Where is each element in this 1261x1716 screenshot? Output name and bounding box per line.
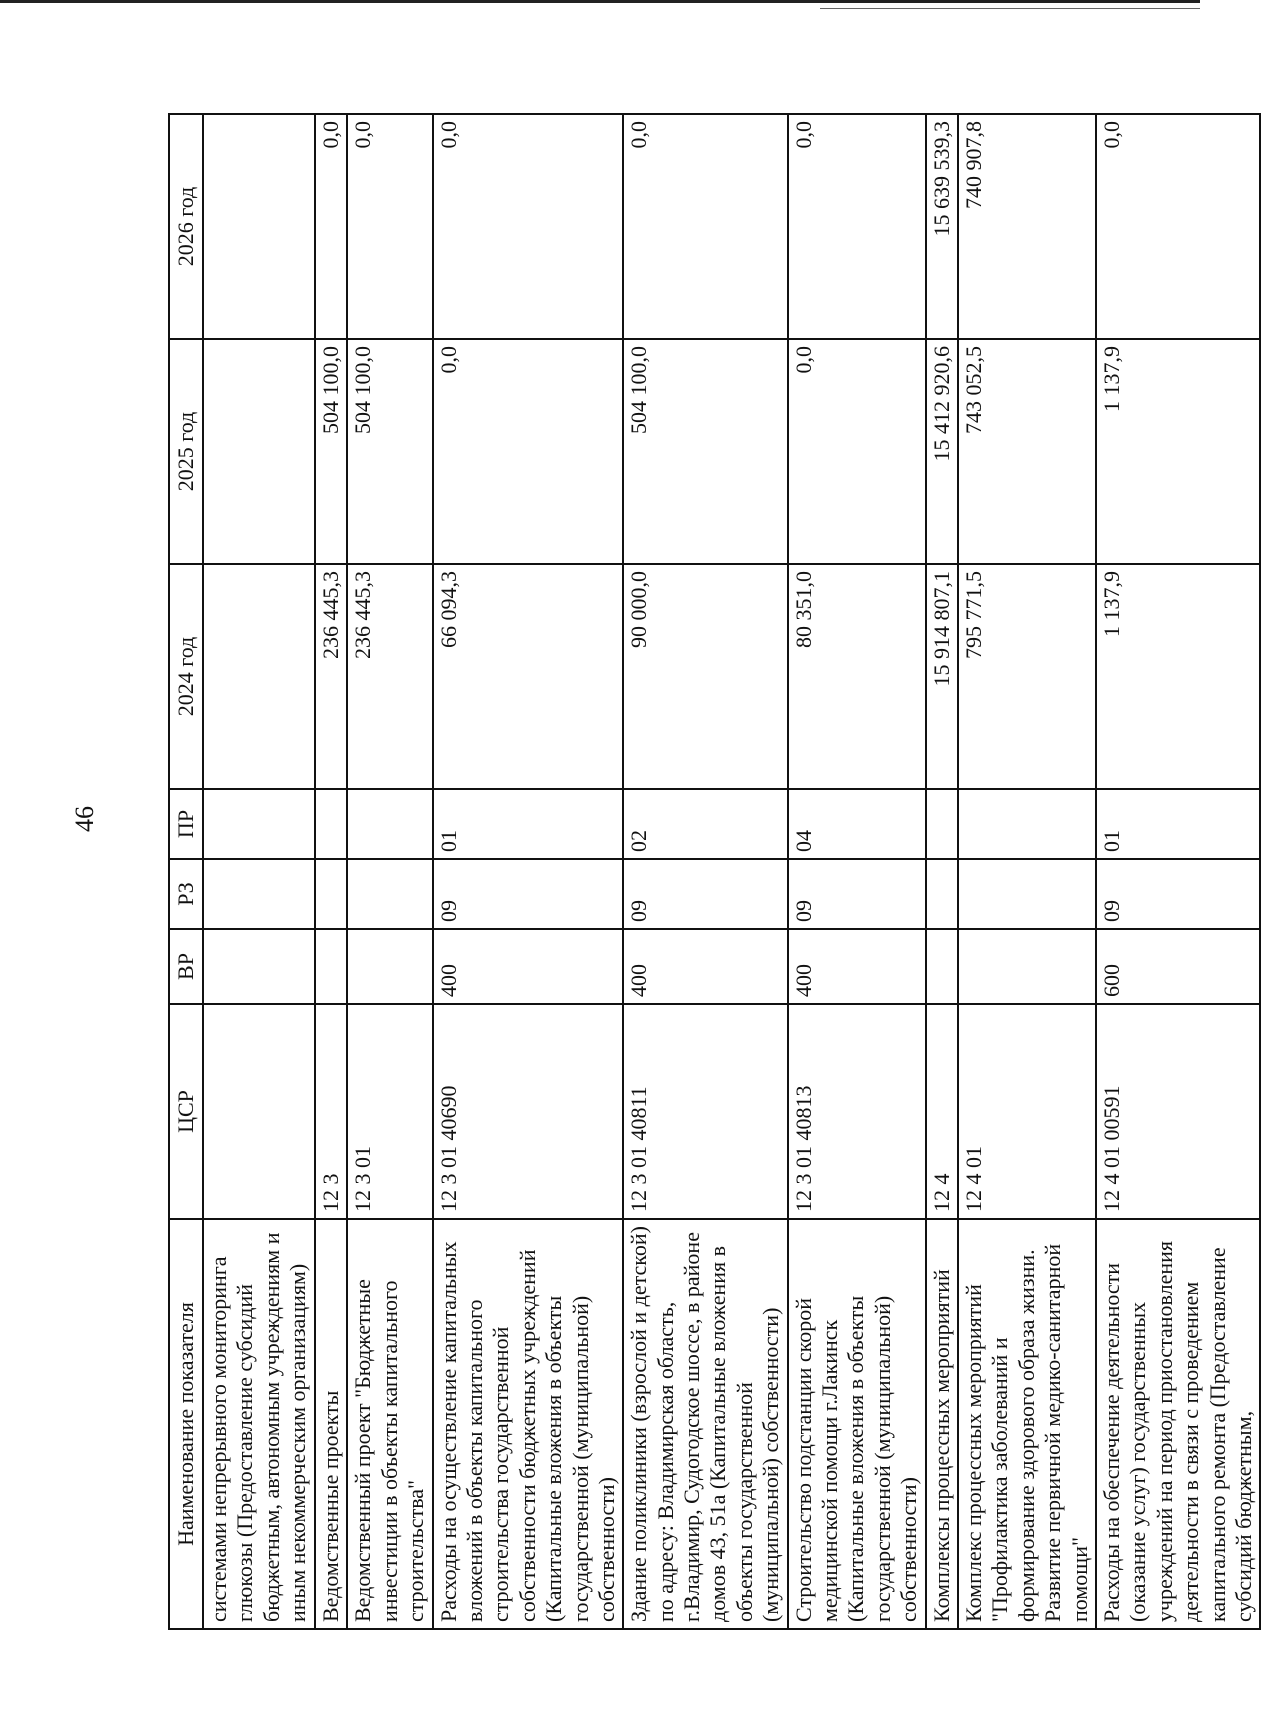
cell-name: Комплексы процессных мероприятий <box>926 1219 958 1629</box>
cell-csr: 12 4 01 00591 <box>1096 1004 1260 1219</box>
cell-pr: 02 <box>623 789 787 859</box>
cell-name: Расходы на осуществление капитальных вложений в объекты капитального строительства государственной собственности бюджетных учреждений (Капитальные вложения в объекты государственной (муниципальной) собственности) <box>433 1219 624 1629</box>
cell-2026: 0,0 <box>433 114 624 339</box>
cell-vr: 600 <box>1096 929 1260 1004</box>
cell-pr <box>203 789 315 859</box>
cell-2024: 90 000,0 <box>623 564 787 789</box>
budget-table <box>168 113 1261 1630</box>
page-number: 46 <box>70 806 99 832</box>
cell-2025: 504 100,0 <box>347 339 432 564</box>
cell-pr <box>315 789 347 859</box>
header-csr: ЦСР <box>169 1004 203 1219</box>
cell-name: Ведомственный проект "Бюджетные инвестиции в объекты капитального строительства" <box>347 1219 432 1629</box>
cell-name: Комплекс процессных мероприятий "Профилактика заболеваний и формирование здорового образа жизни. Развитие первичной медико-санитарной помощи" <box>958 1219 1096 1629</box>
cell-csr: 12 3 <box>315 1004 347 1219</box>
cell-csr: 12 3 01 40690 <box>433 1004 624 1219</box>
cell-2026: 0,0 <box>347 114 432 339</box>
cell-rz: 09 <box>1096 859 1260 929</box>
header-2024: 2024 год <box>169 564 203 789</box>
cell-2025: 15 412 920,6 <box>926 339 958 564</box>
cell-name: системами непрерывного мониторинга глюкозы (Предоставление субсидий бюджетным, автономным учреждениям и иным некоммерческим организациям) <box>203 1219 315 1629</box>
cell-2026: 0,0 <box>623 114 787 339</box>
cell-2026: 740 907,8 <box>958 114 1096 339</box>
cell-name: Строительство подстанции скорой медицинской помощи г.Лакинск (Капитальные вложения в объекты государственной (муниципальной) собственности) <box>788 1219 926 1629</box>
cell-rz: 09 <box>623 859 787 929</box>
rotated-table-container <box>168 115 1256 1630</box>
cell-vr <box>926 929 958 1004</box>
cell-csr: 12 4 01 <box>958 1004 1096 1219</box>
cell-vr: 400 <box>623 929 787 1004</box>
table-row <box>958 114 1096 1629</box>
cell-csr: 12 3 01 <box>347 1004 432 1219</box>
table-row <box>623 114 787 1629</box>
cell-csr <box>203 1004 315 1219</box>
table-row <box>347 114 432 1629</box>
cell-2026: 0,0 <box>315 114 347 339</box>
cell-2024: 236 445,3 <box>315 564 347 789</box>
header-2026: 2026 год <box>169 114 203 339</box>
table-row <box>926 114 958 1629</box>
cell-vr: 400 <box>433 929 624 1004</box>
cell-rz: 09 <box>788 859 926 929</box>
header-name: Наименование показателя <box>169 1219 203 1629</box>
cell-2024: 236 445,3 <box>347 564 432 789</box>
header-2025: 2025 год <box>169 339 203 564</box>
cell-pr: 01 <box>1096 789 1260 859</box>
cell-2026: 15 639 539,3 <box>926 114 958 339</box>
cell-2024: 66 094,3 <box>433 564 624 789</box>
cell-rz: 09 <box>433 859 624 929</box>
cell-2025: 0,0 <box>788 339 926 564</box>
cell-2025: 743 052,5 <box>958 339 1096 564</box>
cell-rz <box>958 859 1096 929</box>
top-rule-thin <box>820 8 1200 9</box>
table-row <box>1096 114 1260 1629</box>
header-rz: РЗ <box>169 859 203 929</box>
cell-vr <box>203 929 315 1004</box>
table-row <box>788 114 926 1629</box>
table-row <box>433 114 624 1629</box>
cell-pr: 04 <box>788 789 926 859</box>
cell-name: Расходы на обеспечение деятельности (оказание услуг) государственных учреждений на период приостановления деятельности в связи с проведением капитального ремонта (Предоставление субсидий бюджетным, <box>1096 1219 1260 1629</box>
cell-2024: 1 137,9 <box>1096 564 1260 789</box>
top-rule <box>0 0 1200 3</box>
cell-pr <box>958 789 1096 859</box>
cell-rz <box>347 859 432 929</box>
cell-vr <box>315 929 347 1004</box>
cell-2026: 0,0 <box>1096 114 1260 339</box>
table-row <box>203 114 315 1629</box>
cell-2026: 0,0 <box>788 114 926 339</box>
cell-rz <box>315 859 347 929</box>
cell-csr: 12 3 01 40811 <box>623 1004 787 1219</box>
table-header-row <box>169 114 203 1629</box>
cell-2025: 1 137,9 <box>1096 339 1260 564</box>
cell-2024 <box>203 564 315 789</box>
header-pr: ПР <box>169 789 203 859</box>
cell-rz <box>203 859 315 929</box>
cell-pr <box>347 789 432 859</box>
cell-2025 <box>203 339 315 564</box>
header-vr: ВР <box>169 929 203 1004</box>
cell-2024: 80 351,0 <box>788 564 926 789</box>
cell-2025: 504 100,0 <box>315 339 347 564</box>
cell-2026 <box>203 114 315 339</box>
cell-vr <box>347 929 432 1004</box>
cell-csr: 12 3 01 40813 <box>788 1004 926 1219</box>
cell-2025: 0,0 <box>433 339 624 564</box>
cell-rz <box>926 859 958 929</box>
cell-2024: 795 771,5 <box>958 564 1096 789</box>
cell-pr: 01 <box>433 789 624 859</box>
cell-2024: 15 914 807,1 <box>926 564 958 789</box>
cell-pr <box>926 789 958 859</box>
cell-vr: 400 <box>788 929 926 1004</box>
cell-name: Ведомственные проекты <box>315 1219 347 1629</box>
table-row <box>315 114 347 1629</box>
cell-csr: 12 4 <box>926 1004 958 1219</box>
cell-2025: 504 100,0 <box>623 339 787 564</box>
cell-vr <box>958 929 1096 1004</box>
cell-name: Здание поликлиники (взрослой и детской) по адресу: Владимирская область, г.Владимир, Судогодское шоссе, в районе домов 43, 51а (Капитальные вложения в объекты государственной (муниципальной) собственности) <box>623 1219 787 1629</box>
